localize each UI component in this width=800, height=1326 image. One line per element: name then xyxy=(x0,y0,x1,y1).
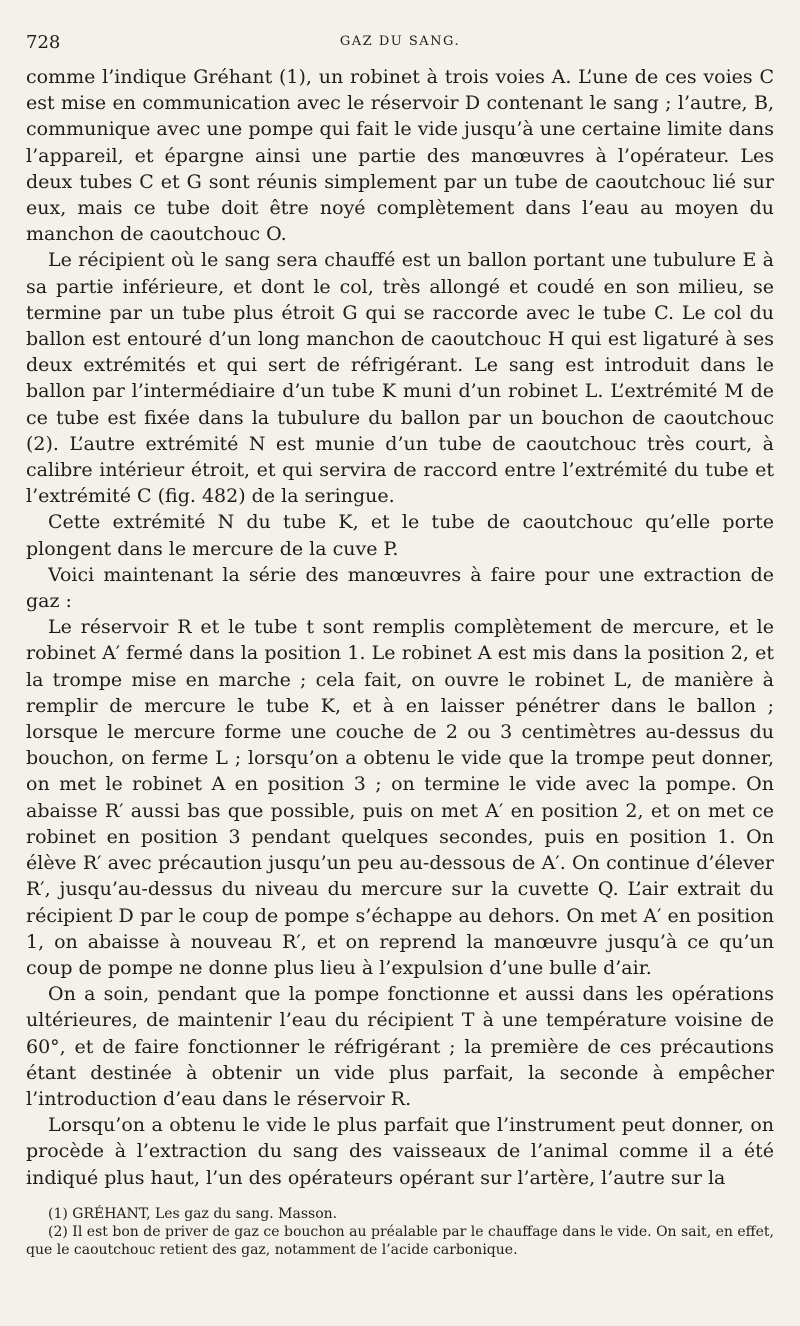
paragraph-1: comme l’indique Gréhant (1), un robinet à trois voies A. L’une de ces voies C est mise en communication avec le réservoir D contenant le sang ; l’autre, B, communique avec une pompe qui fait le vide jusqu’à une certaine limite dans l’appareil, et épargne ainsi une partie des manœuvres à l’opérateur. Les deux tubes C et G sont réunis simplement par un tube de caoutchouc lié sur eux, mais ce tube doit être noyé complètement dans l’eau au moyen du manchon de caoutchouc O. xyxy=(26,66,774,246)
paragraph-3: Cette extrémité N du tube K, et le tube de caoutchouc qu’elle porte plongent dans le mercure de la cuve P. xyxy=(26,511,774,560)
paragraph-7: Lorsqu’on a obtenu le vide le plus parfait que l’instrument peut donner, on procède à l’extraction du sang des vaisseaux de l’animal comme il a été indiqué plus haut, l’un des opérateurs opérant sur l’artère, l’autre sur la xyxy=(26,1114,774,1189)
footnotes xyxy=(26,1205,774,1259)
paragraph-6: On a soin, pendant que la pompe fonctionne et aussi dans les opérations ultérieures, de maintenir l’eau du récipient T à une température voisine de 60°, et de faire fonctionner le réfrigérant ; la première de ces précautions étant destinée à obtenir un vide plus parfait, la seconde à empêcher l’introduction d’eau dans le réservoir R. xyxy=(26,983,774,1110)
footnote-2: (2) Il est bon de priver de gaz ce bouchon au préalable par le chauffage dans le vide. On sait, en effet, que le caoutchouc retient des gaz, notamment de l’acide carbonique. xyxy=(26,1223,774,1258)
paragraph-2: Le récipient où le sang sera chauffé est un ballon portant une tubulure E à sa partie inférieure, et dont le col, très allongé et coudé en son milieu, se termine par un tube plus étroit G qui se raccorde avec le tube C. Le col du ballon est entouré d’un long manchon de caoutchouc H qui est ligaturé à ses deux extrémités et qui sert de réfrigérant. Le sang est introduit dans le ballon par l’intermédiaire d’un tube K muni d’un robinet L. L’extrémité M de ce tube est fixée dans la tubulure du ballon par un bouchon de caoutchouc (2). L’autre extrémité N est munie d’un tube de caoutchouc très court, à calibre intérieur étroit, et qui servira de raccord entre l’extrémité du tube et l’extrémité C (fig. 482) de la seringue. xyxy=(26,249,774,508)
footnote-1: (1) GRÉHANT, Les gaz du sang. Masson. xyxy=(48,1205,338,1222)
paragraph-5: Le réservoir R et le tube t sont remplis complètement de mercure, et le robinet A′ fermé dans la position 1. Le robinet A est mis dans la position 2, et la trompe mise en marche ; cela fait, on ouvre le robinet L, de manière à remplir de mercure le tube K, et à en laisser pénétrer dans le ballon ; lorsque le mercure forme une couche de 2 ou 3 centimètres au-dessus du bouchon, on ferme L ; lorsqu’on a obtenu le vide que la trompe peut donner, on met le robinet A en position 3 ; on termine le vide avec la pompe. On abaisse R′ aussi bas que possible, puis on met A′ en position 2, et on met ce robinet en position 3 pendant quelques secondes, puis en position 1. On élève R′ avec précaution jusqu’un peu au-dessous de A′. On continue d’élever R′, jusqu’au-dessus du niveau du mercure sur la cuvette Q. L’air extrait du récipient D par le coup de pompe s’échappe au dehors. On met A′ en position 1, on abaisse à nouveau R′, et on reprend la manœuvre jusqu’à ce qu’un coup de pompe ne donne plus lieu à l’expulsion d’une bulle d’air. xyxy=(26,616,774,979)
page-number: 728 xyxy=(26,32,61,53)
body-text xyxy=(26,64,774,1191)
page-header xyxy=(26,30,774,64)
running-head: GAZ DU SANG. xyxy=(339,34,461,49)
paragraph-4: Voici maintenant la série des manœuvres à faire pour une extraction de gaz : xyxy=(26,563,774,613)
